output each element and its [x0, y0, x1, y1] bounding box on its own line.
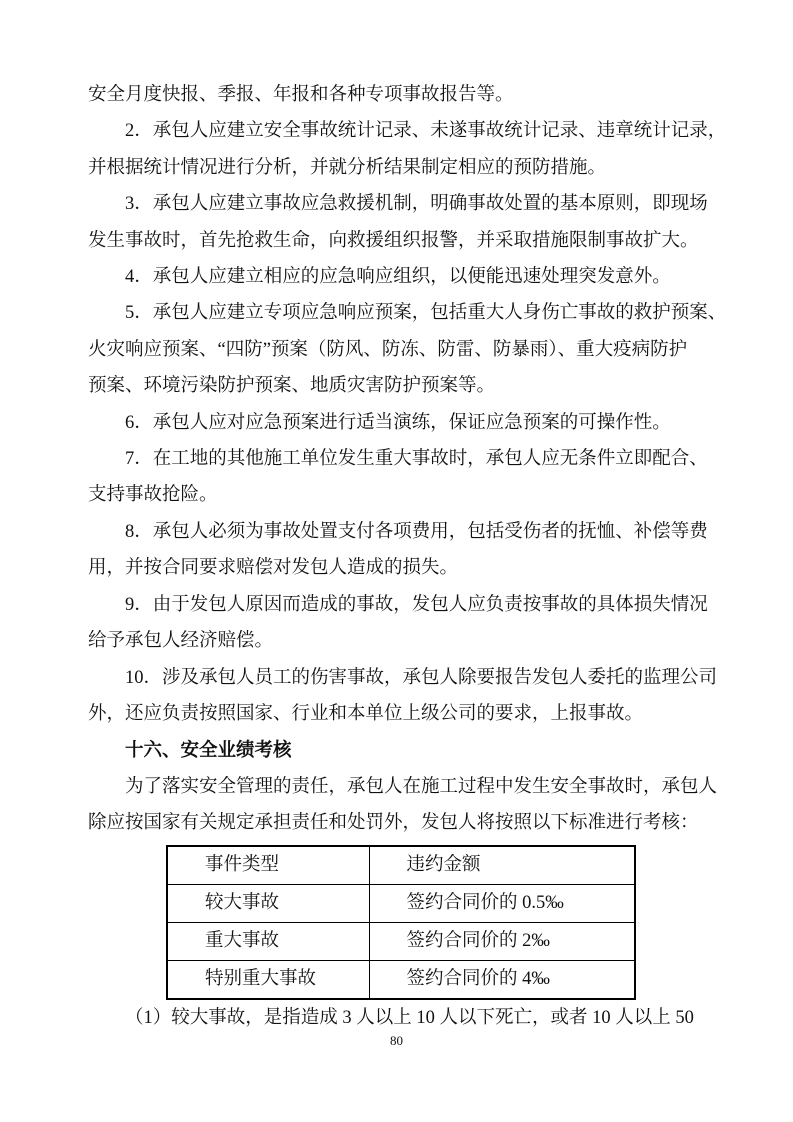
paragraph-line: 外，还应负责按照国家、行业和本单位上级公司的要求，上报事故。 — [88, 703, 644, 724]
paragraph-line: 6．承包人应对应急预案进行适当演练，保证应急预案的可操作性。 — [125, 412, 671, 433]
document-body — [88, 77, 760, 1036]
table-cell-penalty-amount: 签约合同价的 0.5‰ — [369, 884, 635, 922]
table-header-row — [167, 846, 635, 885]
paragraph-line: 7．在工地的其他施工单位发生重大事故时，承包人应无条件立即配合、 — [125, 449, 708, 470]
paragraph-line: 发生事故时，首先抢救生命，向救援组织报警，并采取措施限制事故扩大。 — [88, 230, 699, 251]
paragraph-line: 火灾响应预案、“四防”预案（防风、防冻、防雷、防暴雨）、重大疫病防护 — [88, 339, 688, 360]
paragraph-line: 为了落实安全管理的责任，承包人在施工过程中发生安全事故时，承包人 — [125, 776, 718, 797]
paragraph-line: （1）较大事故，是指造成 3 人以上 10 人以下死亡，或者 10 人以上 50 — [125, 1007, 694, 1028]
paragraph-line: 10．涉及承包人员工的伤害事故，承包人除要报告发包人委托的监理公司 — [125, 667, 718, 688]
page-number: 80 — [390, 1033, 403, 1048]
paragraph-line: 并根据统计情况进行分析，并就分析结果制定相应的预防措施。 — [88, 157, 607, 178]
paragraph-line: 除应按国家有关规定承担责任和处罚外，发包人将按照以下标准进行考核： — [88, 813, 699, 834]
paragraph-line: 8．承包人必须为事故处置支付各项费用，包括受伤者的抚恤、补偿等费 — [125, 521, 708, 542]
table-row — [167, 884, 635, 922]
table-cell-event-type: 重大事故 — [167, 922, 369, 960]
table-header-event-type: 事件类型 — [167, 846, 369, 885]
section-heading: 十六、安全业绩考核 — [125, 739, 292, 761]
table-cell-event-type: 特别重大事故 — [167, 960, 369, 999]
paragraph-line: 4．承包人应建立相应的应急响应组织，以便能迅速处理突发意外。 — [125, 267, 671, 288]
table-cell-penalty-amount: 签约合同价的 2‰ — [369, 922, 635, 960]
paragraph-line: 支持事故抢险。 — [88, 485, 218, 506]
paragraph-line: 预案、环境污染防护预案、地质灾害防护预案等。 — [88, 376, 496, 397]
paragraph-line: 5．承包人应建立专项应急响应预案，包括重大人身伤亡事故的救护预案、 — [125, 303, 727, 324]
table-header-penalty-amount: 违约金额 — [369, 846, 635, 885]
paragraph-line: 用，并按合同要求赔偿对发包人造成的损失。 — [88, 558, 459, 579]
paragraph-line: 9．由于发包人原因而造成的事故，发包人应负责按事故的具体损失情况 — [125, 594, 708, 615]
paragraph-line: 安全月度快报、季报、年报和各种专项事故报告等。 — [88, 85, 514, 105]
penalty-table — [166, 845, 636, 1000]
paragraph-line: 给予承包人经济赔偿。 — [88, 631, 274, 652]
table-cell-event-type: 较大事故 — [167, 884, 369, 922]
table-row — [167, 922, 635, 960]
paragraph-line: 2．承包人应建立安全事故统计记录、未遂事故统计记录、违章统计记录， — [125, 121, 727, 142]
table-cell-penalty-amount: 签约合同价的 4‰ — [369, 960, 635, 999]
table-row — [167, 960, 635, 999]
paragraph-line: 3．承包人应建立事故应急救援机制，明确事故处置的基本原则，即现场 — [125, 194, 708, 215]
